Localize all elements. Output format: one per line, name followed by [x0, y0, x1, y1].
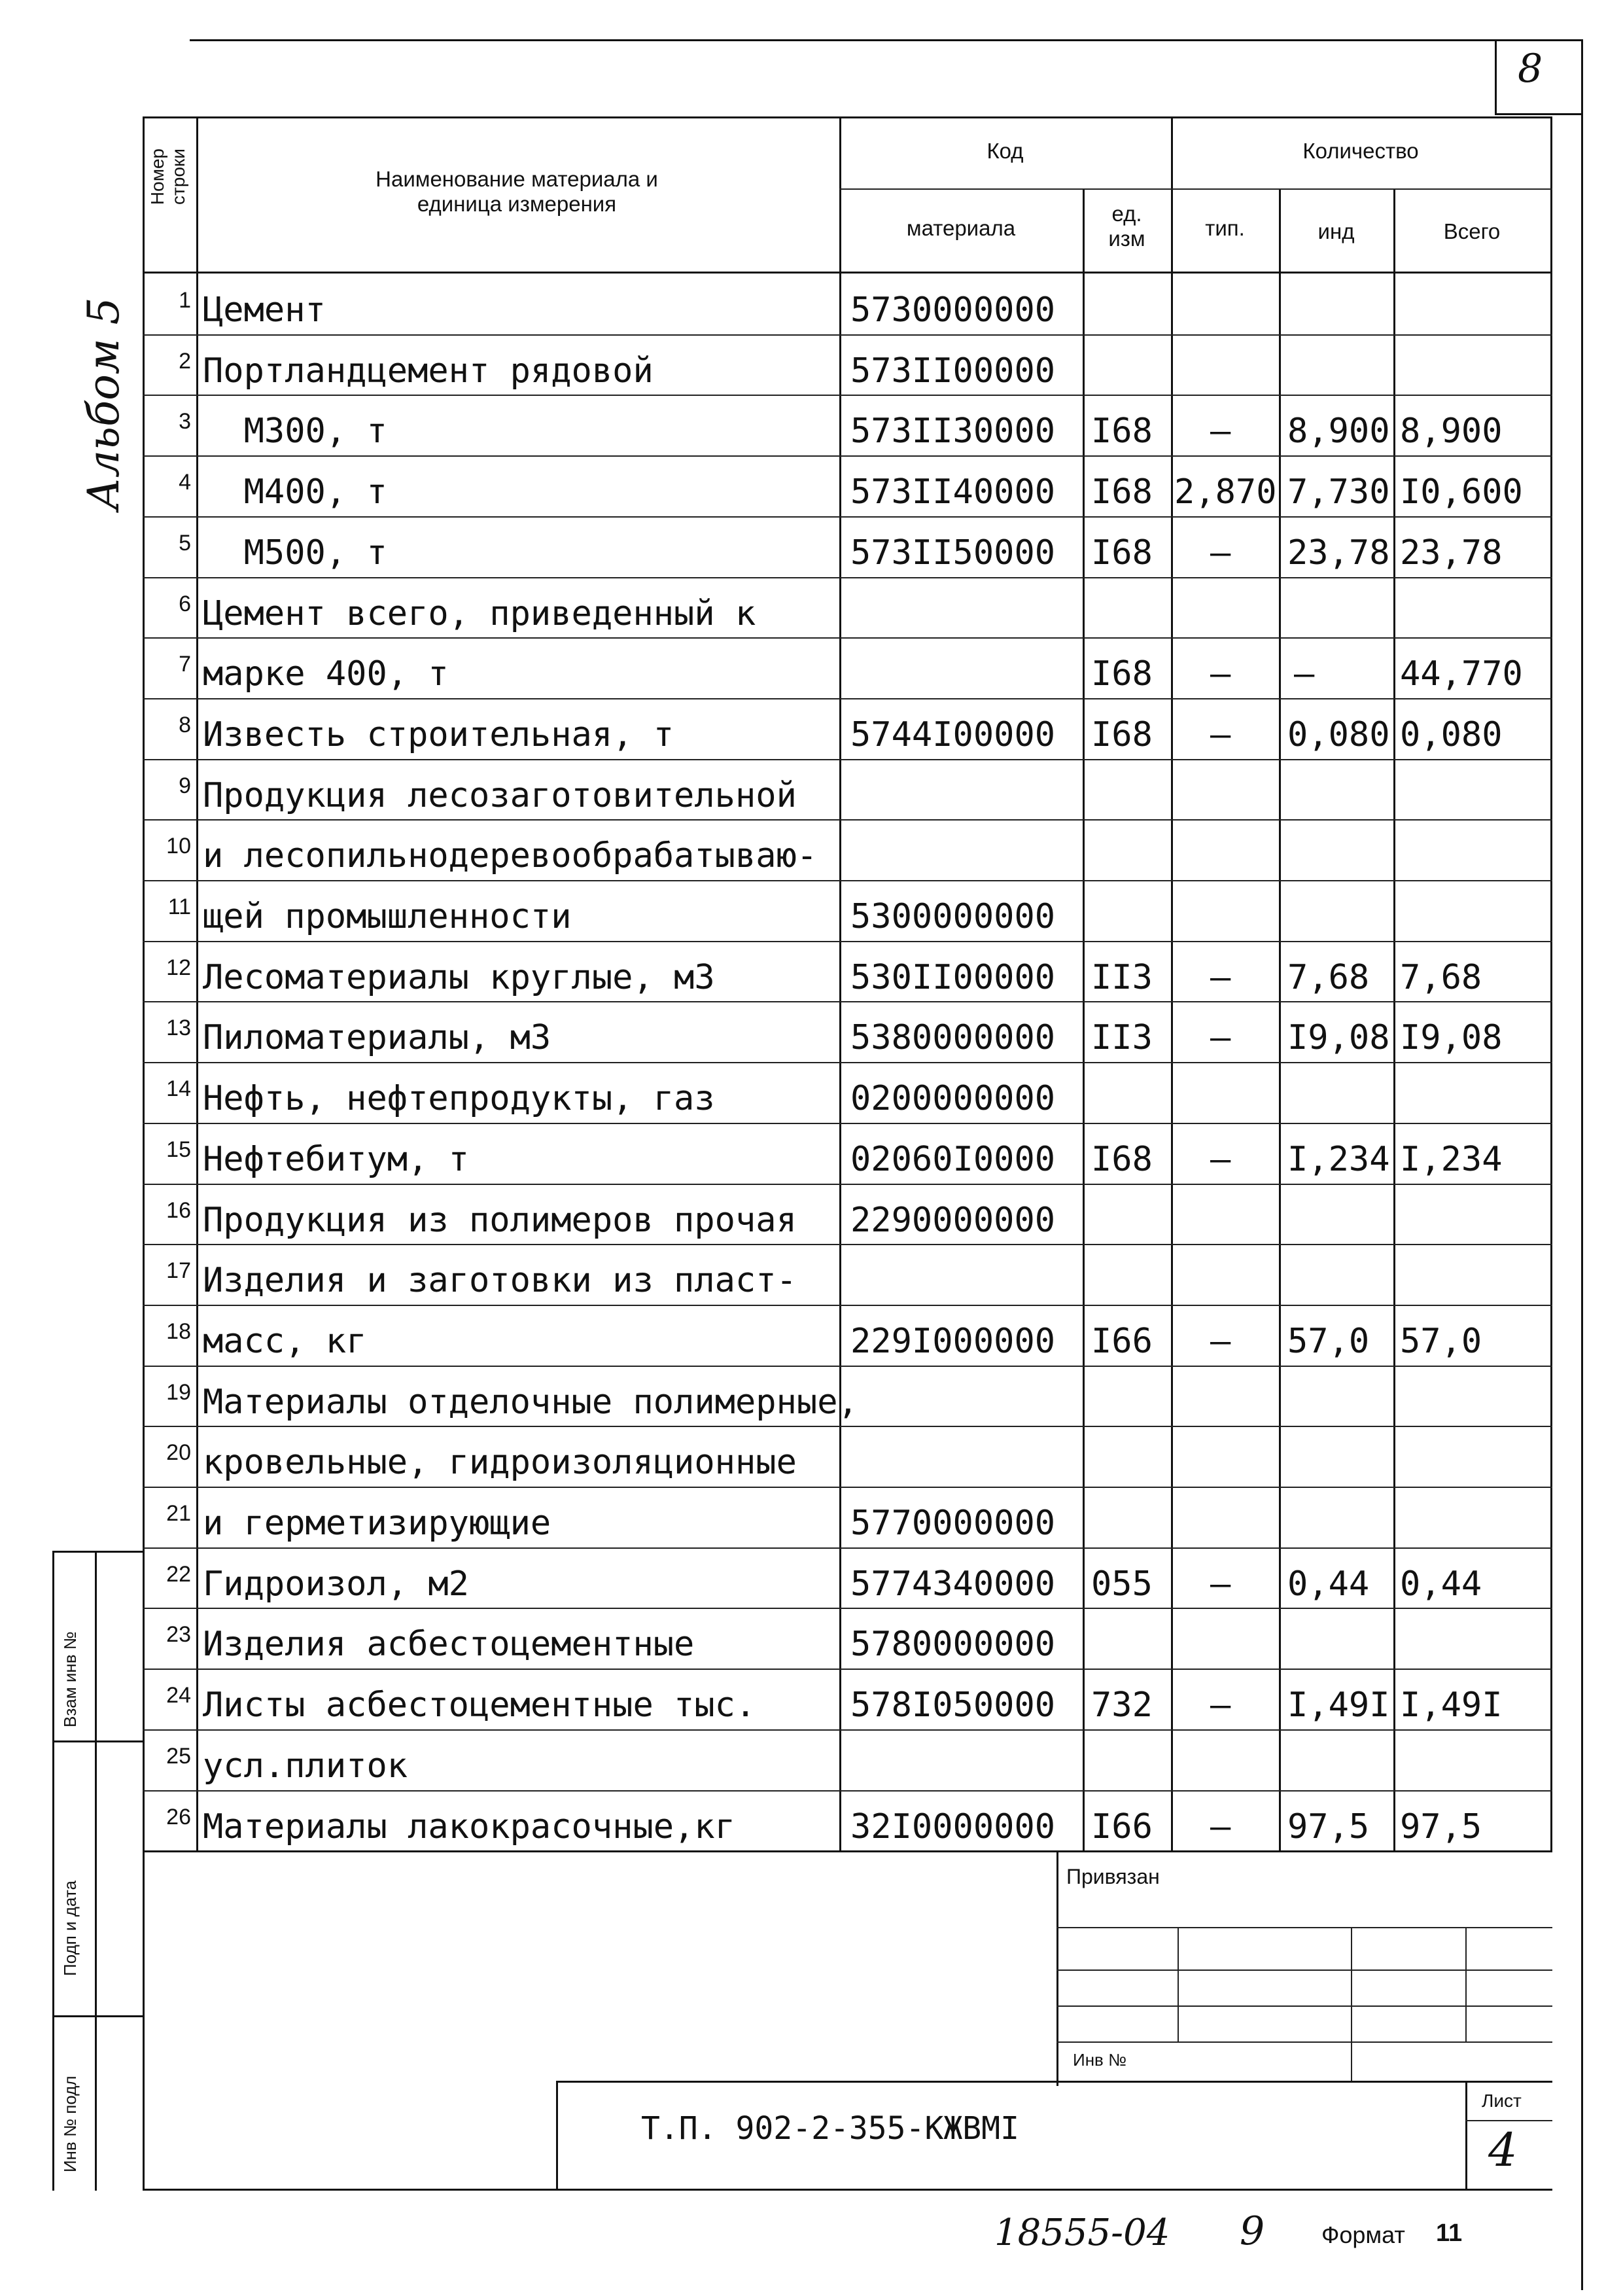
row-divider [143, 759, 1552, 760]
material-name: щей промышленности [203, 897, 572, 936]
col-total-right [1550, 116, 1552, 1852]
unit-code: I66 [1091, 1321, 1153, 1361]
material-code: 5770000000 [850, 1504, 1056, 1543]
row-number: 26 [166, 1804, 191, 1829]
row-number: 24 [166, 1683, 191, 1708]
qty-typ: – [1210, 957, 1231, 997]
material-code: 229I000000 [850, 1321, 1056, 1361]
table-body-bottom [143, 1850, 1552, 1852]
unit-code: II3 [1091, 1018, 1153, 1058]
material-name: Гидроизол, м2 [203, 1564, 469, 1604]
qty-total: 0,44 [1400, 1564, 1482, 1604]
stamp-doc-code: Т.П. 902-2-355-КЖВМI [641, 2110, 1019, 2147]
row-divider [143, 941, 1552, 942]
row-divider [143, 1305, 1552, 1306]
row-divider [143, 1729, 1552, 1731]
page-number: 8 [1518, 46, 1543, 92]
stamp-sheet-number: 4 [1488, 2123, 1518, 2177]
unit-code: 055 [1091, 1564, 1153, 1604]
frame-right-line [1581, 39, 1583, 2290]
row-divider [143, 577, 1552, 578]
footer-format-label: Формат [1321, 2221, 1405, 2248]
side-stamp-podp: Подп и дата [60, 1881, 80, 1976]
material-name: Изделия и заготовки из пласт- [203, 1261, 797, 1301]
qty-total: I,49I [1400, 1686, 1503, 1725]
row-divider [143, 698, 1552, 699]
qty-total: 7,68 [1400, 957, 1482, 997]
material-name: Нефтебитум, т [203, 1139, 469, 1179]
qty-typ: 2,870 [1174, 472, 1277, 512]
qty-total: 57,0 [1400, 1321, 1482, 1361]
qty-typ: – [1210, 1321, 1231, 1361]
qty-ind: I,234 [1287, 1139, 1390, 1179]
qty-total: I,234 [1400, 1139, 1503, 1179]
material-code: 573II50000 [850, 533, 1056, 573]
material-code: 32I0000000 [850, 1807, 1056, 1846]
album-label: Альбом 5 [79, 297, 129, 510]
row-number: 22 [166, 1561, 191, 1587]
col-typ-right [1279, 190, 1281, 1852]
qty-total: I0,600 [1400, 472, 1523, 512]
row-divider [143, 880, 1552, 881]
row-divider [143, 1669, 1552, 1670]
row-number: 5 [179, 530, 191, 556]
material-name: М300, т [203, 412, 387, 451]
side-stamp-div-2 [52, 2015, 144, 2017]
qty-ind: 57,0 [1287, 1321, 1370, 1361]
row-divider [143, 334, 1552, 336]
material-name: Пиломатериалы, м3 [203, 1018, 551, 1058]
material-code: 578I050000 [850, 1686, 1056, 1725]
row-number: 23 [166, 1622, 191, 1648]
row-divider [143, 1608, 1552, 1609]
material-code: 5780000000 [850, 1625, 1056, 1665]
row-divider [143, 455, 1552, 457]
material-code: 02060I0000 [850, 1139, 1056, 1179]
side-stamp-vzam: Взам инв № [60, 1631, 80, 1727]
row-divider [143, 1426, 1552, 1427]
qty-typ: – [1210, 412, 1231, 451]
row-number: 14 [166, 1076, 191, 1102]
footer-archive-number: 18555-04 [994, 2212, 1170, 2254]
side-stamp-left [52, 1551, 54, 2191]
qty-total: 44,770 [1400, 654, 1523, 694]
qty-ind: I9,08 [1287, 1018, 1390, 1058]
qty-ind: 97,5 [1287, 1807, 1370, 1846]
material-name: и герметизирующие [203, 1504, 551, 1543]
material-name: и лесопильнодеревообрабатываю- [203, 836, 818, 876]
side-stamp-top [52, 1551, 144, 1553]
qty-ind: 7,730 [1287, 472, 1390, 512]
col-left [143, 116, 145, 2191]
stamp-bound-line-2 [1056, 1969, 1552, 1971]
col-code-right [1083, 190, 1085, 1852]
header-code-material: материала [906, 216, 1016, 240]
header-row-no: Номер строки [147, 148, 188, 205]
row-divider [143, 1123, 1552, 1124]
row-number: 2 [179, 348, 191, 374]
row-number: 8 [179, 712, 191, 737]
material-name: Продукция лесозаготовительной [203, 775, 797, 815]
material-code: 2290000000 [850, 1200, 1056, 1240]
material-code: 573II40000 [850, 472, 1056, 512]
header-qty-ind: инд [1318, 219, 1355, 243]
row-number: 13 [166, 1016, 191, 1041]
material-name: Изделия асбестоцементные [203, 1625, 695, 1665]
row-number: 25 [166, 1743, 191, 1769]
material-code: 5744I00000 [850, 715, 1056, 754]
row-number: 9 [179, 773, 191, 798]
qty-typ: – [1210, 1018, 1231, 1058]
col-ind-right [1393, 190, 1395, 1852]
pagenum-box-left [1495, 39, 1497, 115]
unit-code: I68 [1091, 412, 1153, 451]
stamp-bottom-line [143, 2189, 1552, 2191]
col-rownum-right [196, 116, 198, 1852]
header-qty-typ: тип. [1205, 216, 1245, 240]
side-stamp-mid [95, 1551, 97, 2191]
row-number: 16 [166, 1197, 191, 1223]
unit-code: I68 [1091, 1139, 1153, 1179]
header-qty: Количество [1302, 139, 1419, 163]
qty-ind: 8,900 [1287, 412, 1390, 451]
header-code-unit: ед. изм [1108, 202, 1145, 251]
qty-ind: I,49I [1287, 1686, 1390, 1725]
row-divider [143, 1547, 1552, 1549]
table-top-line [143, 116, 1552, 118]
header-name: Наименование материала и единица измерения [375, 167, 658, 216]
pagenum-box-bottom [1495, 113, 1583, 115]
unit-code: II3 [1091, 957, 1153, 997]
row-divider [143, 1184, 1552, 1185]
qty-typ: – [1210, 1807, 1231, 1846]
material-name: кровельные, гидроизоляционные [203, 1443, 797, 1483]
row-number: 21 [166, 1501, 191, 1526]
row-number: 15 [166, 1137, 191, 1162]
material-code: 5774340000 [850, 1564, 1056, 1604]
material-name: М400, т [203, 472, 387, 512]
row-divider [143, 1001, 1552, 1002]
stamp-title-left [556, 2081, 558, 2191]
stamp-bound-line-3 [1056, 2005, 1552, 2007]
row-number: 7 [179, 652, 191, 677]
qty-typ: – [1210, 533, 1231, 573]
row-number: 3 [179, 409, 191, 434]
material-name: Известь строительная, т [203, 715, 674, 754]
unit-code: 732 [1091, 1686, 1153, 1725]
row-number: 20 [166, 1440, 191, 1466]
col-unit-right [1171, 116, 1173, 1852]
row-number: 4 [179, 470, 191, 495]
row-number: 11 [167, 894, 191, 919]
row-number: 12 [166, 955, 191, 980]
qty-total: 8,900 [1400, 412, 1503, 451]
material-code: 573II30000 [850, 412, 1056, 451]
table-header-bottom [143, 272, 1552, 274]
row-divider [143, 1244, 1552, 1245]
material-code: 5300000000 [850, 897, 1056, 936]
row-divider [143, 1366, 1552, 1367]
row-divider [143, 1487, 1552, 1488]
stamp-bound-col-1 [1178, 1927, 1179, 2041]
material-name: Материалы лакокрасочные,кг [203, 1807, 735, 1846]
qty-ind: 7,68 [1287, 957, 1370, 997]
material-name: М500, т [203, 533, 387, 573]
row-divider [143, 819, 1552, 821]
unit-code: I68 [1091, 654, 1153, 694]
stamp-bound-line-1 [1056, 1927, 1552, 1928]
row-divider [143, 1790, 1552, 1792]
row-number: 6 [179, 591, 191, 616]
stamp-title-top [556, 2081, 1552, 2083]
row-number: 1 [179, 288, 191, 313]
qty-ind: 0,44 [1287, 1564, 1370, 1604]
header-sub-line [839, 188, 1552, 190]
unit-code: I68 [1091, 715, 1153, 754]
material-name: Цемент всего, приведенный к [203, 593, 756, 633]
row-number: 10 [166, 834, 191, 859]
header-code: Код [986, 139, 1024, 163]
unit-code: I68 [1091, 472, 1153, 512]
stamp-bound-col-2 [1351, 1927, 1352, 2081]
qty-typ: – [1210, 1686, 1231, 1725]
material-code: 5730000000 [850, 291, 1056, 330]
material-name: Портландцемент рядовой [203, 351, 654, 391]
row-divider [143, 516, 1552, 518]
footer-format-value: 11 [1436, 2219, 1463, 2247]
stamp-sheet-left [1465, 2081, 1467, 2191]
row-number: 19 [166, 1379, 191, 1405]
row-divider [143, 395, 1552, 396]
material-name: Цемент [203, 291, 326, 330]
stamp-bound-left [1056, 1850, 1058, 2086]
unit-code: I66 [1091, 1807, 1153, 1846]
material-name: масс, кг [203, 1321, 367, 1361]
qty-ind: 23,78 [1287, 533, 1390, 573]
material-code: 530II00000 [850, 957, 1056, 997]
stamp-bound-line-4 [1056, 2041, 1552, 2043]
row-number: 18 [166, 1318, 191, 1344]
material-name: Продукция из полимеров прочая [203, 1200, 797, 1240]
header-qty-total: Всего [1443, 219, 1501, 243]
stamp-sheet-divider [1465, 2120, 1552, 2121]
side-stamp-inv-podl: Инв № подл [60, 2075, 80, 2172]
qty-total: 0,080 [1400, 715, 1503, 754]
qty-total: 97,5 [1400, 1807, 1482, 1846]
qty-typ: – [1210, 1564, 1231, 1604]
row-divider [143, 637, 1552, 639]
frame-top-line [190, 39, 1583, 41]
qty-ind: 0,080 [1287, 715, 1390, 754]
qty-total: 23,78 [1400, 533, 1503, 573]
stamp-sheet-label: Лист [1482, 2091, 1522, 2111]
qty-typ: – [1210, 715, 1231, 754]
unit-code: I68 [1091, 533, 1153, 573]
material-code: 573II00000 [850, 351, 1056, 391]
material-name: Материалы отделочные полимерные, [203, 1382, 858, 1422]
qty-ind: – [1294, 654, 1315, 694]
footer-archive-sub: 9 [1240, 2208, 1265, 2254]
material-name: Нефть, нефтепродукты, газ [203, 1079, 715, 1119]
row-number: 17 [166, 1258, 191, 1284]
col-name-right [839, 116, 841, 1852]
material-code: 5380000000 [850, 1018, 1056, 1058]
material-name: усл.плиток [203, 1746, 408, 1786]
qty-typ: – [1210, 654, 1231, 694]
material-code: 0200000000 [850, 1079, 1056, 1119]
stamp-inv-no-label: Инв № [1073, 2050, 1126, 2070]
row-divider [143, 1062, 1552, 1063]
stamp-bound-label: Привязан [1066, 1865, 1160, 1888]
material-name: Лесоматериалы круглые, м3 [203, 957, 715, 997]
side-stamp-div-1 [52, 1740, 144, 1742]
material-name: марке 400, т [203, 654, 449, 694]
stamp-bound-col-3 [1465, 1927, 1467, 2041]
qty-total: I9,08 [1400, 1018, 1503, 1058]
qty-typ: – [1210, 1139, 1231, 1179]
material-name: Листы асбестоцементные тыс. [203, 1686, 756, 1725]
